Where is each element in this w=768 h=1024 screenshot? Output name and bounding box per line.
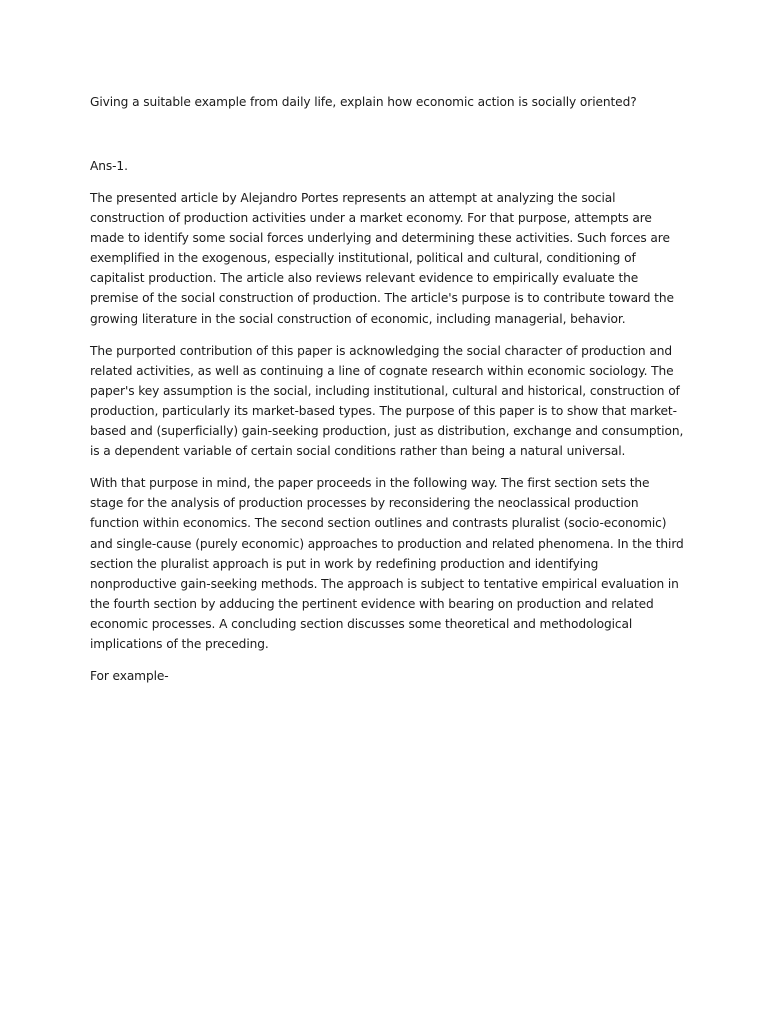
paragraph-2: The purported contribution of this paper is acknowledging the social character of production and related activities, as well as continuing a line of cognate research within economic sociology. The paper's key assumption is the social, including institutional, cultural and historical, construction of production, particularly its market-based types. The purpose of this paper is to show that market-based and (superficially) gain-seeking production, just as distribution, exchange and consumption, is a dependent variable of certain social conditions rather than being a natural universal. bbox=[90, 343, 684, 459]
question-text: Giving a suitable example from daily life, explain how economic action is socially oriented? bbox=[90, 95, 637, 109]
paragraph-3: With that purpose in mind, the paper proceeds in the following way. The first section sets the stage for the analysis of production processes by reconsidering the neoclassical production function within economics. The second section outlines and contrasts pluralist (socio-economic) and single-cause (purely economic) approaches to production and related phenomena. In the third section the pluralist approach is put in work by redefining production and identifying nonproductive gain-seeking methods. The approach is subject to tentative empirical evaluation in the fourth section by adducing the pertinent evidence with bearing on production and related economic processes. A concluding section discusses some theoretical and methodological implications of the preceding. bbox=[90, 476, 684, 651]
answer-label: Ans-1. bbox=[90, 159, 128, 173]
example-label: For example- bbox=[90, 669, 169, 684]
paragraph-1: The presented article by Alejandro Portes represents an attempt at analyzing the social construction of production activities under a market economy. For that purpose, attempts are made to identify some social forces underlying and determining these activities. Such forces are exemplified in the exogenous, especially institutional, political and cultural, conditioning of capitalist production. The article also reviews relevant evidence to empirically evaluate the premise of the social construction of production. The article's purpose is to contribute toward the growing literature in the social construction of economic, including managerial, behavior. bbox=[90, 191, 674, 326]
